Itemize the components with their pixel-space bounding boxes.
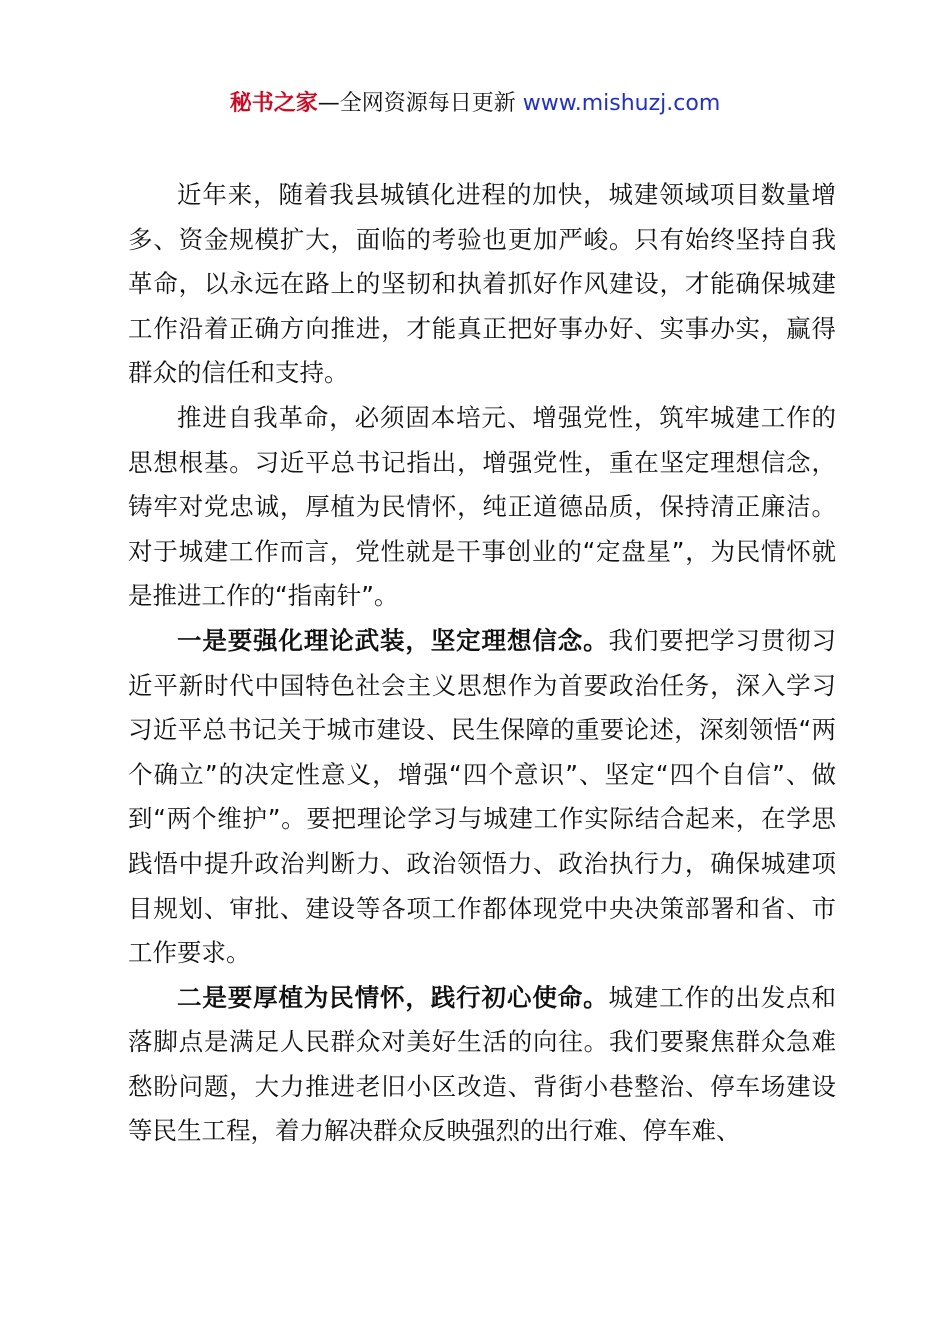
page-header [0,86,950,122]
paragraph [128,396,836,619]
header-slogan: —全网资源每日更新 [317,91,523,116]
paragraph-text: 近年来，随着我县城镇化进程的加快，城建领域项目数量增多、资金规模扩大，面临的考验也更加严峻。只有始终坚持自我革命，以永远在路上的坚韧和执着抓好作风建设，才能确保城建工作沿着正确方向推进，才能真正把好事办好、实事办实，赢得群众的信任和支持。 [128,180,836,388]
paragraph-text: 我们要把学习贯彻习近平新时代中国特色社会主义思想作为首要政治任务，深入学习习近平总书记关于城市建设、民生保障的重要论述，深刻领悟“两个确立”的决定性意义，增强“四个意识”、坚定“四个自信”、做到“两个维护”。要把理论学习与城建工作实际结合起来，在学思践悟中提升政治判断力、政治领悟力、政治执行力，确保城建项目规划、审批、建设等各项工作都体现党中央决策部署和省、市工作要求。 [128,625,837,968]
paragraph [128,976,836,1154]
document-body [128,173,836,1154]
paragraph-lead: 一是要强化理论武装，坚定理想信念。 [177,625,609,655]
paragraph [128,619,836,976]
paragraph [128,173,836,396]
header-url[interactable]: www.mishuzj.com [522,91,721,116]
brand-name: 秘书之家 [229,91,318,116]
paragraph-text: 城建工作的出发点和落脚点是满足人民群众对美好生活的向往。我们要聚焦群众急难愁盼问题，大力推进老旧小区改造、背街小巷整治、停车场建设等民生工程，着力解决群众反映强烈的出行难、停车难、 [128,982,837,1146]
paragraph-lead: 二是要厚植为民情怀，践行初心使命。 [177,982,609,1012]
paragraph-text: 推进自我革命，必须固本培元、增强党性，筑牢城建工作的思想根基。习近平总书记指出，增强党性，重在坚定理想信念，铸牢对党忠诚，厚植为民情怀，纯正道德品质，保持清正廉洁。对于城建工作而言，党性就是干事创业的“定盘星”，为民情怀就是推进工作的“指南针”。 [128,402,836,611]
